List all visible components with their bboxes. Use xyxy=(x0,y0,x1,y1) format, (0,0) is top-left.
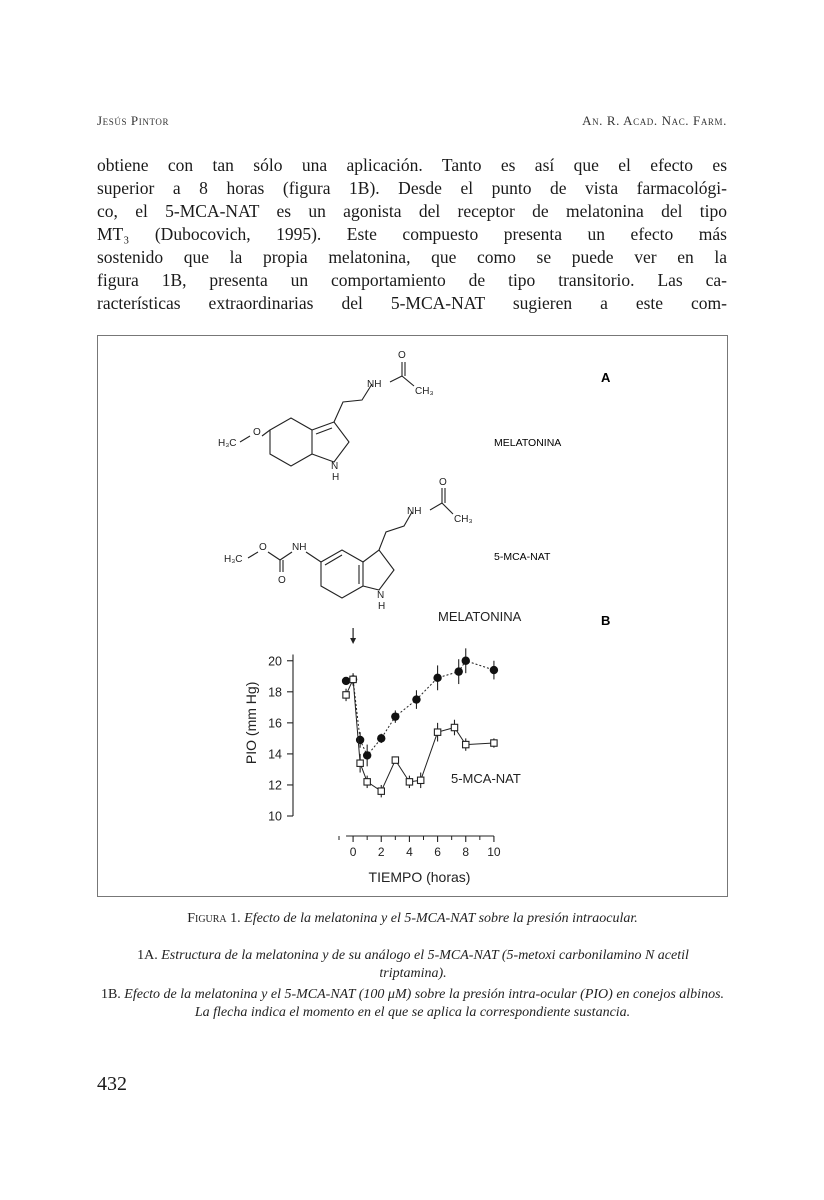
data-point xyxy=(343,692,349,698)
atom-label: NH xyxy=(292,542,307,553)
application-arrowhead xyxy=(350,638,356,644)
data-point xyxy=(490,666,498,674)
data-point xyxy=(491,740,497,746)
y-axis-label: PIO (mm Hg) xyxy=(243,681,259,765)
x-tick-label: 10 xyxy=(487,845,501,859)
y-tick-label: 18 xyxy=(268,685,282,700)
atom-label: O xyxy=(259,542,267,553)
figure-caption-title xyxy=(97,910,728,928)
atom-label: O xyxy=(398,350,406,361)
panel-b-label: B xyxy=(601,613,611,628)
body-line: racterísticas extraordinarias del 5-MCA-NAT sugieren a este com- xyxy=(97,293,727,313)
body-line: obtiene con tan sólo una aplicación. Tanto es así que el efecto es xyxy=(97,155,727,175)
body-line: figura 1B, presenta un comportamiento de tipo transitorio. Las ca- xyxy=(97,270,727,290)
mcanat-structure-label: 5-MCA-NAT xyxy=(494,551,551,563)
caption-1b-text: Efecto de la melatonina y el 5-MCA-NAT (100 μM) sobre la presión intra-ocular (PIO) en conejos albinos. La flecha indica el momento en el que se aplica la correspondiente sustancia. xyxy=(124,987,725,1020)
pio-chart xyxy=(243,609,522,885)
series-line xyxy=(346,661,494,756)
atom-label: NH xyxy=(407,506,422,517)
caption-1b-label: 1B. xyxy=(100,987,121,1002)
data-point xyxy=(433,674,441,682)
x-tick-label: 2 xyxy=(377,845,385,859)
body-line: MT₃ (Dubocovich, 1995). Este compuesto presenta un efecto más xyxy=(97,224,727,244)
data-point xyxy=(434,729,440,735)
data-point xyxy=(342,677,350,685)
figure-1 xyxy=(97,335,728,897)
data-point xyxy=(357,760,363,766)
body-line: superior a 8 horas (figura 1B). Desde el punto de vista farmacológi- xyxy=(97,178,727,198)
running-head-left: Jesús Pintor xyxy=(97,113,170,128)
atom-label: H xyxy=(332,472,340,483)
atom-label: H xyxy=(378,601,386,612)
figure-caption-1a xyxy=(103,947,723,983)
melatonina-structure xyxy=(240,362,414,466)
y-tick-label: 12 xyxy=(268,778,282,793)
x-axis-label: TIEMPO (horas) xyxy=(368,869,471,885)
data-point xyxy=(377,734,385,742)
atom-label: NH xyxy=(367,379,382,390)
data-point xyxy=(363,751,371,759)
atom-label: N xyxy=(377,590,385,601)
data-point xyxy=(412,695,420,703)
body-line: co, el 5-MCA-NAT es un agonista del receptor de melatonina del tipo xyxy=(97,201,727,221)
x-tick-label: 4 xyxy=(406,845,413,859)
data-point xyxy=(463,741,469,747)
x-tick-label: 0 xyxy=(349,845,357,859)
data-point xyxy=(417,777,423,783)
data-point xyxy=(406,779,412,785)
atom-label: CH₃ xyxy=(415,386,434,397)
body-paragraph xyxy=(97,154,727,315)
caption-1a-label: 1A. xyxy=(137,948,158,963)
atom-label: N xyxy=(331,461,339,472)
atom-label: O xyxy=(253,427,261,438)
y-tick-label: 14 xyxy=(268,747,282,762)
data-point xyxy=(391,712,399,720)
y-tick-label: 16 xyxy=(268,716,282,731)
atom-label: CH₃ xyxy=(454,514,473,525)
data-point xyxy=(378,788,384,794)
data-point xyxy=(364,779,370,785)
data-point xyxy=(455,667,463,675)
atom-label: H₃C xyxy=(224,554,243,565)
caption-1a-text: Estructura de la melatonina y de su análogo el 5-MCA-NAT (5-metoxi carbonilamino N acetil triptamina). xyxy=(161,948,689,981)
data-point xyxy=(462,657,470,665)
data-point xyxy=(356,736,364,744)
atom-label: H₃C xyxy=(218,438,237,449)
page-number: 432 xyxy=(97,1073,127,1095)
caption-title-label: Figura 1. xyxy=(187,911,241,926)
series-label: 5-MCA-NAT xyxy=(451,771,521,786)
data-point xyxy=(350,676,356,682)
melatonina-structure-label: MELATONINA xyxy=(494,437,562,449)
y-tick-label: 10 xyxy=(268,809,282,824)
body-line: sostenido que la propia melatonina, que como se puede ver en la xyxy=(97,247,727,267)
series-label: MELATONINA xyxy=(438,609,522,624)
panel-a-label: A xyxy=(601,370,611,385)
figure-caption-1b xyxy=(97,986,728,1022)
atom-label: O xyxy=(439,477,447,488)
data-point xyxy=(451,724,457,730)
figure-svg xyxy=(98,336,729,898)
x-tick-label: 6 xyxy=(434,845,441,859)
caption-title-text: Efecto de la melatonina y el 5-MCA-NAT sobre la presión intraocular. xyxy=(244,911,638,926)
data-point xyxy=(392,757,398,763)
atom-label: O xyxy=(278,575,286,586)
x-tick-label: 8 xyxy=(462,845,470,859)
running-head-right: An. R. Acad. Nac. Farm. xyxy=(582,113,727,128)
y-tick-label: 20 xyxy=(268,654,282,669)
